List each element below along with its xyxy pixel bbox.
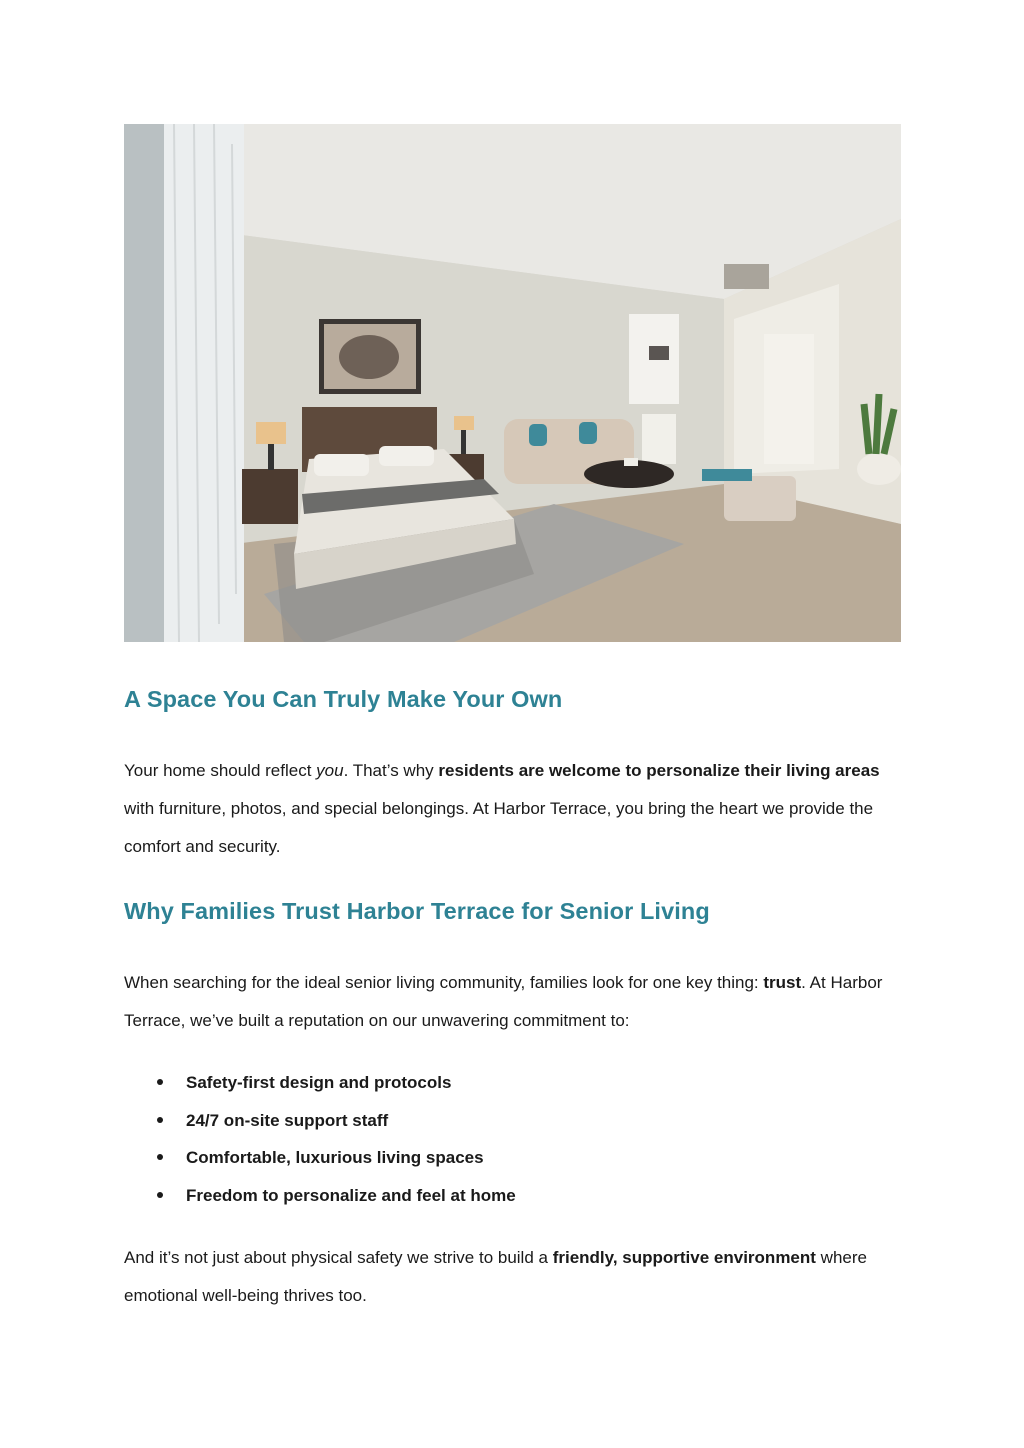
commitment-list	[124, 1064, 516, 1214]
intro-paragraph	[124, 752, 904, 866]
bullet-icon	[157, 1079, 163, 1085]
closing-text-a: And it’s not just about physical safety we strive to build a	[124, 1248, 553, 1267]
list-item-text: 24/7 on-site support staff	[186, 1110, 389, 1130]
closing-text-b: where emotional well-being thrives too.	[124, 1248, 867, 1305]
intro-text-a: Your home should reflect	[124, 761, 317, 780]
list-item-text: Safety-first design and protocols	[186, 1073, 452, 1092]
list-item	[124, 1102, 516, 1140]
list-item	[124, 1139, 516, 1177]
bedroom-photo-icon	[124, 124, 901, 642]
bedroom-photo	[124, 124, 901, 642]
section-heading-why-trust: Why Families Trust Harbor Terrace for Senior Living	[124, 898, 710, 924]
list-item	[124, 1064, 516, 1102]
closing-text-bold: friendly, supportive environment	[552, 1248, 816, 1267]
list-item	[124, 1177, 516, 1215]
bullet-icon	[157, 1192, 163, 1198]
list-item-text: Comfortable, luxurious living spaces	[186, 1148, 484, 1167]
trust-text-a: When searching for the ideal senior living community, families look for one key thing:	[124, 973, 764, 992]
trust-text-b: . At Harbor Terrace, we’ve built a reputation on our unwavering commitment to:	[124, 973, 883, 1030]
intro-text-bold: residents are welcome to personalize their living areas	[438, 761, 880, 780]
closing-paragraph	[124, 1239, 904, 1315]
intro-text-b: . That’s why	[343, 761, 439, 780]
trust-paragraph	[124, 964, 904, 1040]
list-item-text: Freedom to personalize and feel at home	[186, 1185, 516, 1205]
section-heading-make-your-own: A Space You Can Truly Make Your Own	[124, 686, 563, 712]
bullet-icon	[157, 1117, 163, 1123]
trust-text-bold: trust	[763, 973, 802, 992]
intro-text-you: you	[316, 761, 344, 780]
bullet-icon	[157, 1154, 163, 1160]
intro-text-c: with furniture, photos, and special belongings. At Harbor Terrace, you bring the heart we provide the comfort and security.	[124, 799, 874, 856]
